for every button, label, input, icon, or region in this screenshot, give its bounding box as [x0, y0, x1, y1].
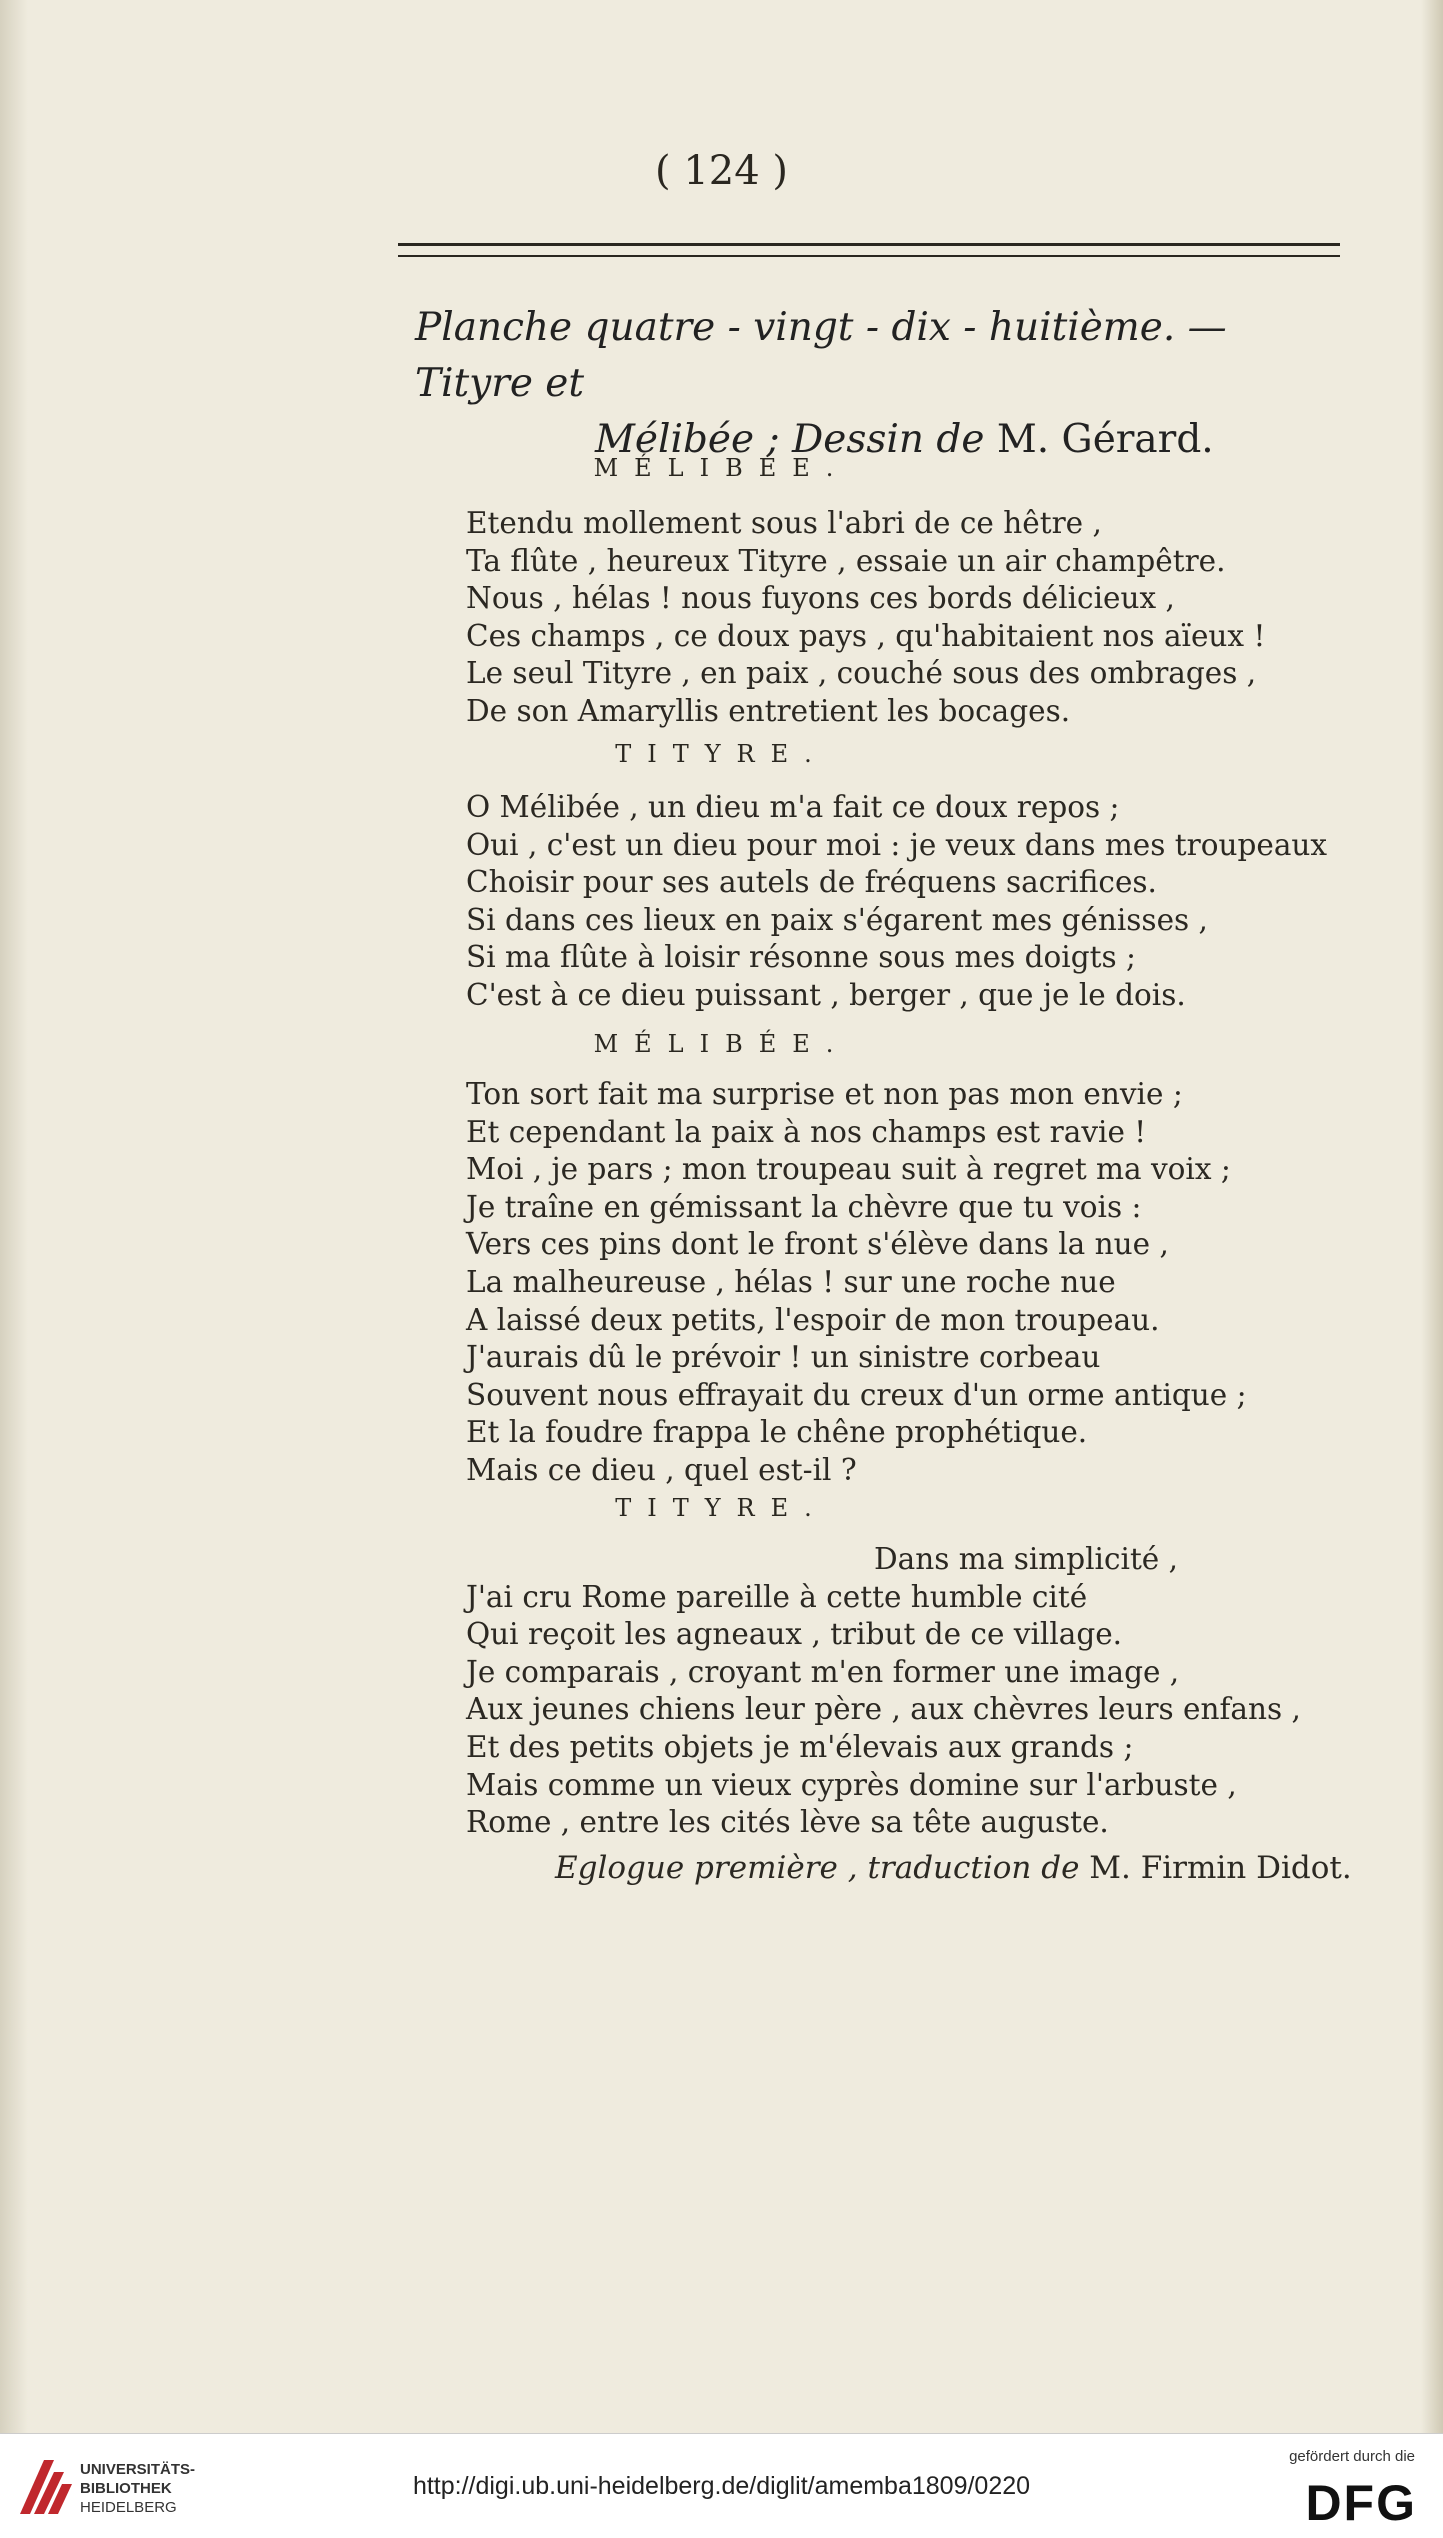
verse-line: De son Amaryllis entretient les bocages. — [466, 693, 1071, 728]
verse-line: Et cependant la paix à nos champs est ravie ! — [466, 1114, 1147, 1149]
verse-line: Oui , c'est un dieu pour moi : je veux dans mes troupeaux — [466, 827, 1328, 862]
verse-line: Ta flûte , heureux Tityre , essaie un air champêtre. — [466, 543, 1226, 578]
verse-line: J'ai cru Rome pareille à cette humble cité — [466, 1579, 1088, 1614]
dfg-logo: DFG — [1305, 2475, 1417, 2531]
speaker-heading: TITYRE. — [615, 1494, 828, 1522]
verse-line: La malheureuse , hélas ! sur une roche nue — [466, 1264, 1116, 1299]
attribution-italic: Eglogue première , traduction de — [555, 1850, 1090, 1886]
verse-line: Nous , hélas ! nous fuyons ces bords délicieux , — [466, 581, 1175, 616]
verse-line: Et des petits objets je m'élevais aux grands ; — [466, 1729, 1134, 1764]
verse-line: Ton sort fait ma surprise et non pas mon envie ; — [466, 1077, 1183, 1111]
permalink-url[interactable]: http://digi.ub.uni-heidelberg.de/diglit/amemba1809/0220 — [412, 2472, 1031, 2500]
caption-artist-name: M. Gérard. — [996, 417, 1214, 462]
header-rule — [398, 243, 1340, 257]
verse-block-2 — [466, 789, 1346, 1015]
source-attribution — [555, 1850, 1355, 1886]
caption-line-2-italic: Mélibée ; Dessin de — [595, 417, 997, 462]
verse-line: Qui reçoit les agneaux , tribut de ce village. — [466, 1617, 1123, 1652]
verse-line: Le seul Tityre , en paix , couché sous des ombrages , — [466, 656, 1257, 691]
verse-line: Je comparais , croyant m'en former une image , — [466, 1654, 1180, 1689]
page-gutter-shadow — [0, 0, 28, 2433]
verse-line: Si dans ces lieux en paix s'égarent mes génisses , — [466, 902, 1208, 937]
verse-line: Choisir pour ses autels de fréquens sacrifices. — [466, 865, 1157, 900]
verse-line: J'aurais dû le prévoir ! un sinistre corbeau — [466, 1340, 1101, 1375]
funded-by-label: gefördert durch die — [1289, 2448, 1415, 2465]
verse-line: Vers ces pins dont le front s'élève dans la nue , — [466, 1227, 1169, 1262]
plate-caption — [415, 300, 1350, 468]
verse-line-indented: Dans ma simplicité , — [874, 1542, 1179, 1576]
library-name-line-3: HEIDELBERG — [80, 2499, 177, 2516]
page-edge-shadow — [1421, 0, 1443, 2433]
verse-line: Et la foudre frappa le chêne prophétique. — [466, 1415, 1088, 1450]
library-name-line-2: BIBLIOTHEK — [80, 2480, 172, 2497]
verse-line: Rome , entre les cités lève sa tête auguste. — [466, 1805, 1109, 1840]
speaker-heading: MÉLIBÉE. — [593, 1030, 850, 1058]
verse-line: Mais comme un vieux cyprès domine sur l'arbuste , — [466, 1767, 1237, 1802]
digitization-footer — [0, 2433, 1443, 2538]
verse-line: Moi , je pars ; mon troupeau suit à regret ma voix ; — [466, 1152, 1231, 1187]
verse-block-4 — [466, 1541, 1346, 1842]
verse-line: Si ma flûte à loisir résonne sous mes doigts ; — [466, 940, 1136, 975]
library-name-line-1: UNIVERSITÄTS- — [80, 2461, 196, 2478]
verse-block-1 — [466, 505, 1346, 731]
verse-block-3 — [466, 1076, 1346, 1490]
verse-line: Je traîne en gémissant la chèvre que tu vois : — [466, 1189, 1142, 1224]
verse-line: Etendu mollement sous l'abri de ce hêtre , — [466, 506, 1102, 540]
verse-line: Mais ce dieu , quel est-il ? — [466, 1452, 857, 1487]
verse-line: O Mélibée , un dieu m'a fait ce doux repos ; — [466, 790, 1120, 824]
speaker-heading: TITYRE. — [615, 740, 828, 768]
speaker-heading: MÉLIBÉE. — [593, 454, 850, 482]
verse-line: A laissé deux petits, l'espoir de mon troupeau. — [466, 1302, 1160, 1337]
caption-line-1: Planche quatre - vingt - dix - huitième. — Tityre et — [415, 305, 1227, 406]
page-number: ( 124 ) — [655, 148, 788, 194]
verse-line: Ces champs , ce doux pays , qu'habitaient nos aïeux ! — [466, 618, 1266, 653]
translator-name: M. Firmin Didot. — [1089, 1850, 1352, 1886]
verse-line: Aux jeunes chiens leur père , aux chèvres leurs enfans , — [466, 1692, 1301, 1727]
verse-line: C'est à ce dieu puissant , berger , que je le dois. — [466, 977, 1186, 1012]
verse-line: Souvent nous effrayait du creux d'un orme antique ; — [466, 1377, 1247, 1412]
